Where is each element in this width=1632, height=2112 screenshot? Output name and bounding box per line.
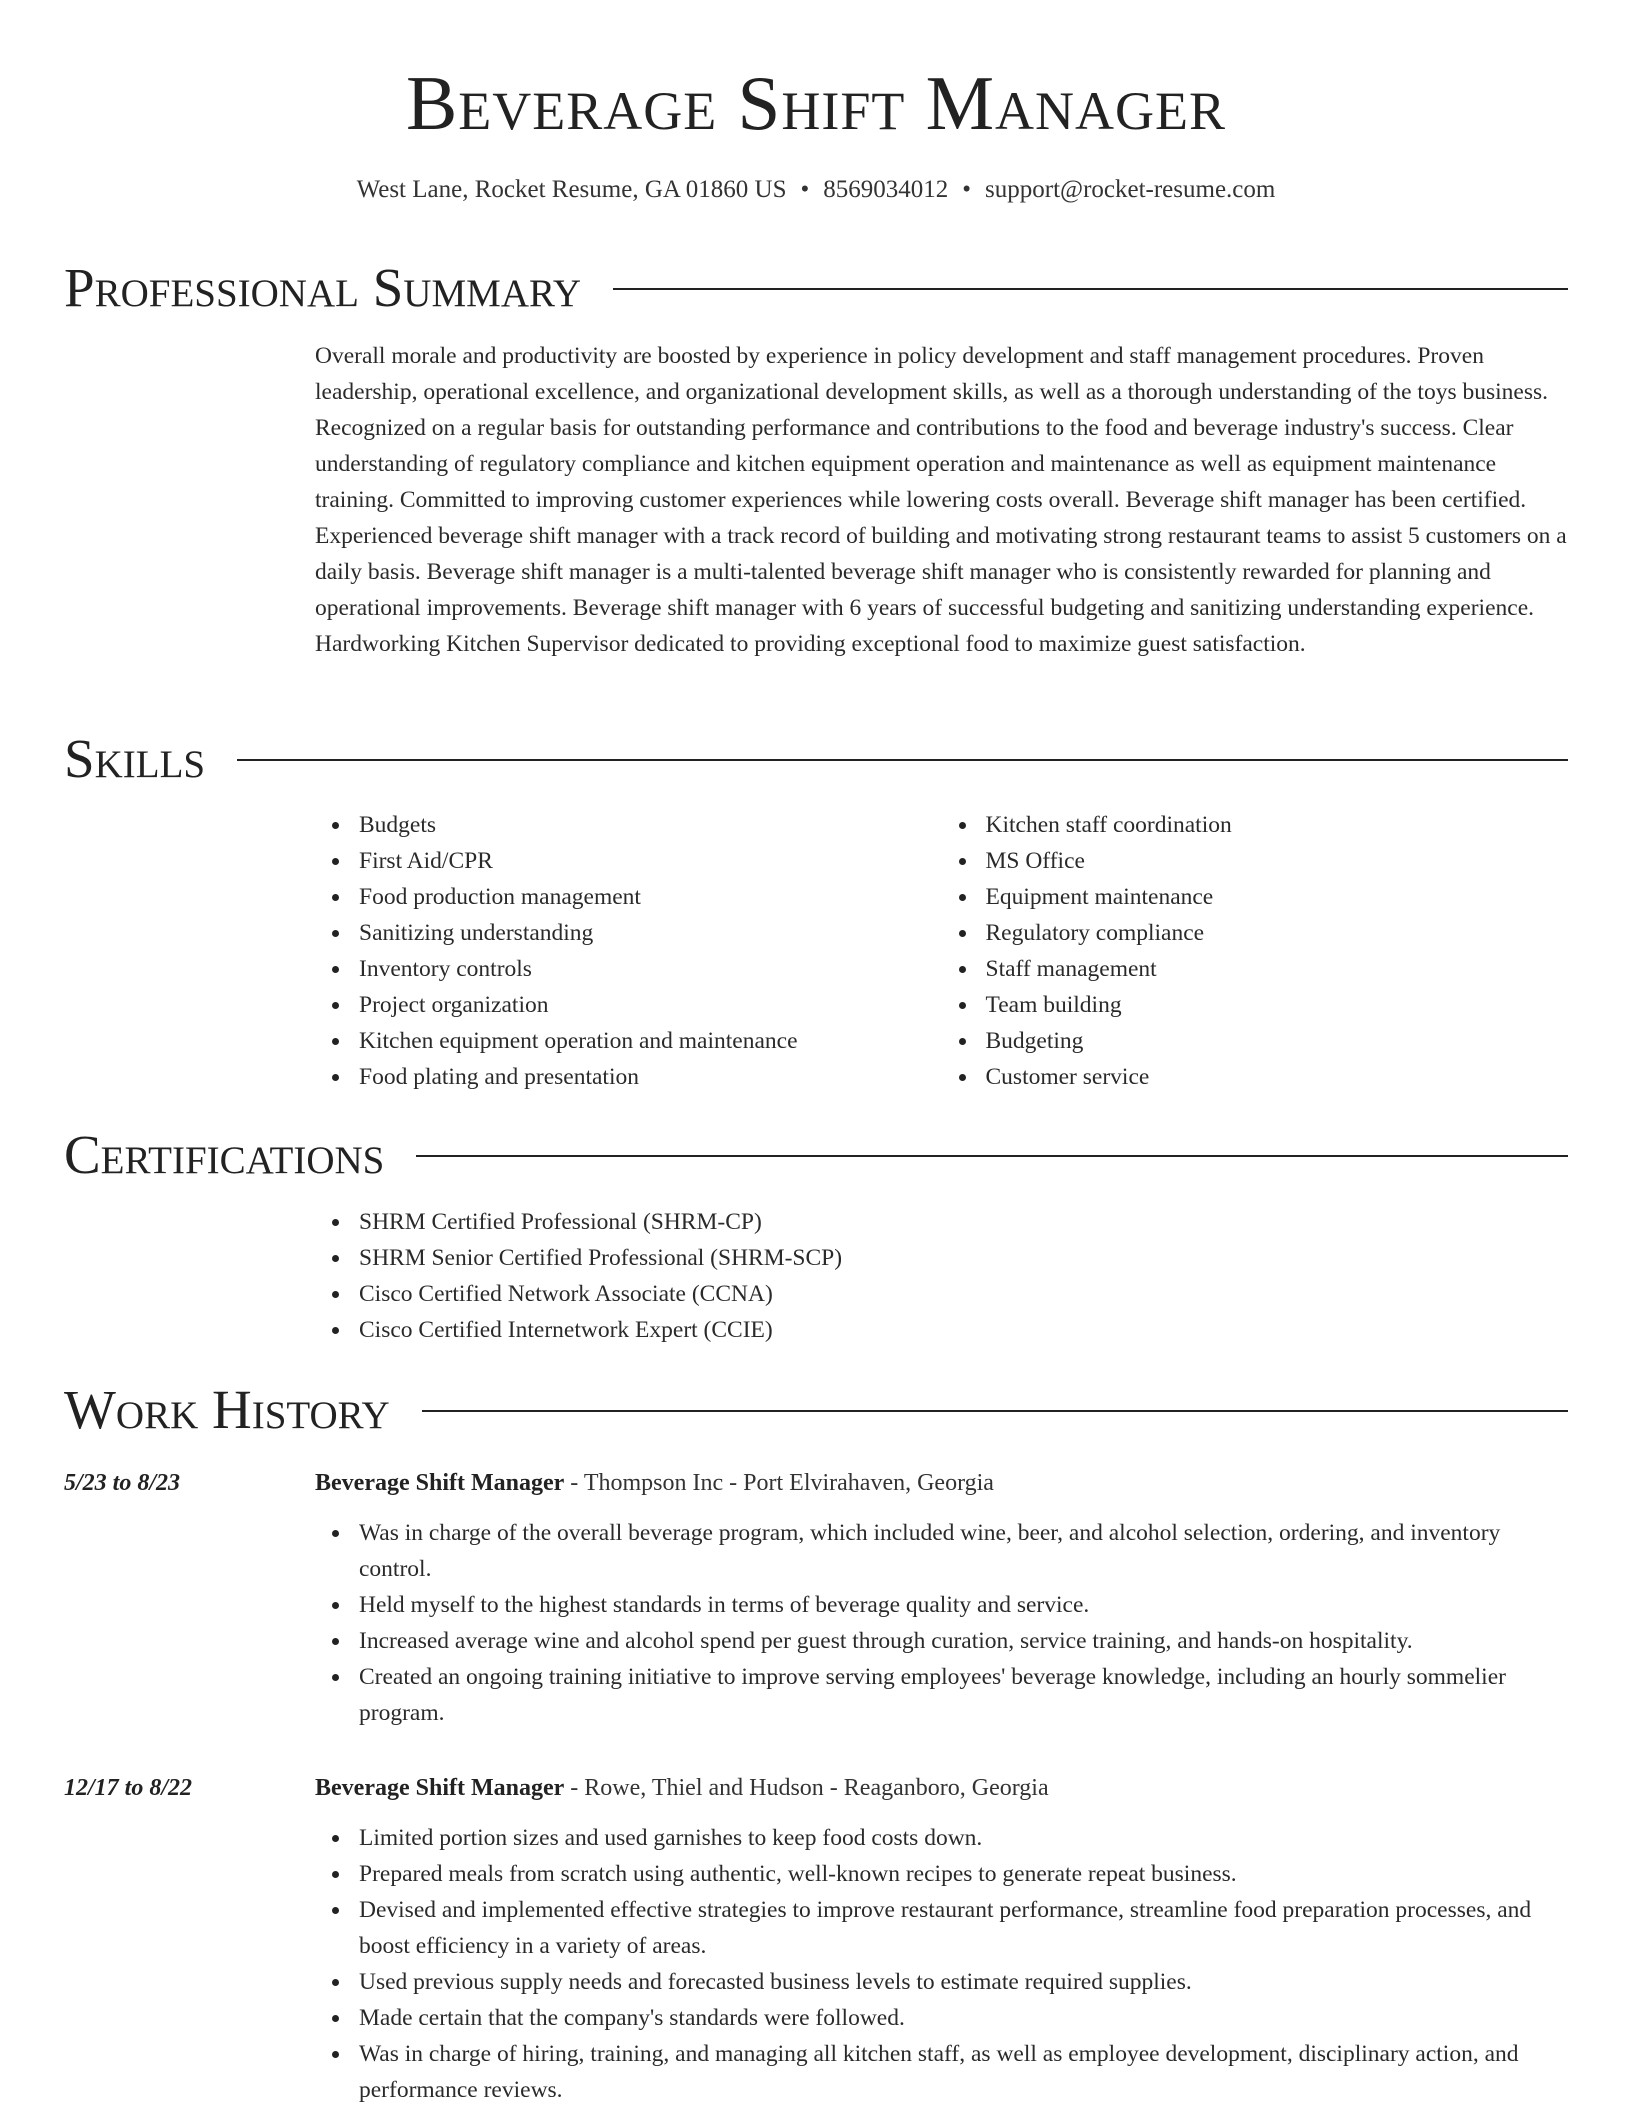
job-bullet: Increased average wine and alcohol spend per guest through curation, service training, and hands-on hospitality. xyxy=(359,1623,1568,1659)
resume-name: Beverage Shift Manager xyxy=(405,60,1227,146)
skills-content xyxy=(315,807,1568,1095)
skill-item: Budgets xyxy=(359,807,942,843)
certifications-list xyxy=(315,1204,1568,1348)
summary-text: Overall morale and productivity are boosted by experience in policy development and staff management procedures. Proven leadership, operational excellence, and organizational development skills, as well as a thorough understanding of the toys business. Recognized on a regular basis for outstanding performance and contributions to the food and beverage industry's success. Clear understanding of regulatory compliance and kitchen equipment operation and maintenance as well as equipment maintenance training. Committed to improving customer experiences while lowering costs overall. Beverage shift manager has been certified. Experienced beverage shift manager with a track record of building and motivating strong restaurant teams to assist 5 customers on a daily basis. Beverage shift manager is a multi-talented beverage shift manager who is consistently rewarded for planning and operational improvements. Beverage shift manager with 6 years of successful budgeting and sanitizing understanding experience. Hardworking Kitchen Supervisor dedicated to providing exceptional food to maximize guest satisfaction. xyxy=(315,343,1567,657)
skill-item: MS Office xyxy=(986,843,1569,879)
work-history-section-heading xyxy=(64,1378,1568,1442)
job-bullets xyxy=(315,1820,1568,2108)
certifications-content xyxy=(315,1204,1568,1348)
skill-item: First Aid/CPR xyxy=(359,843,942,879)
skill-item: Team building xyxy=(986,987,1569,1023)
contact-address: West Lane, Rocket Resume, GA 01860 US xyxy=(356,176,787,203)
job-bullet: Devised and implemented effective strategies to improve restaurant performance, streamline food preparation processes, and boost efficiency in a variety of areas. xyxy=(359,1892,1568,1964)
contact-separator: • xyxy=(962,176,972,203)
contact-separator: • xyxy=(800,176,810,203)
skill-item: Regulatory compliance xyxy=(986,915,1569,951)
summary-title: Professional Summary xyxy=(64,257,582,318)
certifications-section-heading xyxy=(64,1123,1568,1187)
job-bullet: Was in charge of hiring, training, and managing all kitchen staff, as well as employee development, disciplinary action, and performance reviews. xyxy=(359,2036,1568,2108)
job-bullet: Prepared meals from scratch using authentic, well-known recipes to generate repeat business. xyxy=(359,1856,1568,1892)
work-history-title: Work History xyxy=(64,1379,390,1440)
section-divider xyxy=(613,288,1568,290)
skills-section-heading xyxy=(64,727,1568,791)
job-title: Beverage Shift Manager xyxy=(315,1775,565,1801)
certification-item: SHRM Certified Professional (SHRM-CP) xyxy=(359,1204,1568,1240)
job-bullet: Created an ongoing training initiative to improve serving employees' beverage knowledge, including an hourly sommelier program. xyxy=(359,1659,1568,1731)
skills-list-left xyxy=(315,807,942,1095)
skill-item: Food production management xyxy=(359,879,942,915)
summary-section-heading xyxy=(64,256,1568,320)
job-employer: - Thompson Inc - Port Elvirahaven, Georgia xyxy=(564,1470,994,1496)
job-heading xyxy=(315,1770,1568,1806)
contact-phone: 8569034012 xyxy=(823,176,949,203)
job-entry xyxy=(315,1770,1568,2108)
job-employer: - Rowe, Thiel and Hudson - Reaganboro, Georgia xyxy=(564,1775,1049,1801)
certification-item: Cisco Certified Network Associate (CCNA) xyxy=(359,1276,1568,1312)
skills-title: Skills xyxy=(64,728,206,789)
job-bullet: Made certain that the company's standards were followed. xyxy=(359,2000,1568,2036)
skill-item: Inventory controls xyxy=(359,951,942,987)
skill-item: Food plating and presentation xyxy=(359,1059,942,1095)
skill-item: Equipment maintenance xyxy=(986,879,1569,915)
skill-item: Budgeting xyxy=(986,1023,1569,1059)
job-heading xyxy=(315,1465,1568,1501)
contact-line xyxy=(64,172,1568,208)
section-divider xyxy=(422,1410,1568,1412)
skill-item: Sanitizing understanding xyxy=(359,915,942,951)
section-divider xyxy=(237,759,1568,761)
skill-item: Customer service xyxy=(986,1059,1569,1095)
certifications-title: Certifications xyxy=(64,1124,385,1185)
skills-list-right xyxy=(942,807,1569,1095)
skills-columns xyxy=(315,807,1568,1095)
job-title: Beverage Shift Manager xyxy=(315,1470,565,1496)
certification-item: SHRM Senior Certified Professional (SHRM-SCP) xyxy=(359,1240,1568,1276)
skill-item: Kitchen staff coordination xyxy=(986,807,1569,843)
job-bullet: Was in charge of the overall beverage program, which included wine, beer, and alcohol selection, ordering, and inventory control. xyxy=(359,1515,1568,1587)
job-dates: 12/17 to 8/22 xyxy=(64,1775,193,1801)
summary-content xyxy=(315,338,1568,662)
job-bullets xyxy=(315,1515,1568,1731)
job-dates: 5/23 to 8/23 xyxy=(64,1470,181,1496)
section-divider xyxy=(416,1155,1568,1157)
job-bullet: Used previous supply needs and forecasted business levels to estimate required supplies. xyxy=(359,1964,1568,2000)
skill-item: Kitchen equipment operation and maintenance xyxy=(359,1023,942,1059)
skill-item: Project organization xyxy=(359,987,942,1023)
job-bullet: Limited portion sizes and used garnishes to keep food costs down. xyxy=(359,1820,1568,1856)
job-entry xyxy=(315,1465,1568,1731)
job-bullet: Held myself to the highest standards in terms of beverage quality and service. xyxy=(359,1587,1568,1623)
certification-item: Cisco Certified Internetwork Expert (CCIE) xyxy=(359,1312,1568,1348)
skill-item: Staff management xyxy=(986,951,1569,987)
contact-email: support@rocket-resume.com xyxy=(985,176,1276,203)
